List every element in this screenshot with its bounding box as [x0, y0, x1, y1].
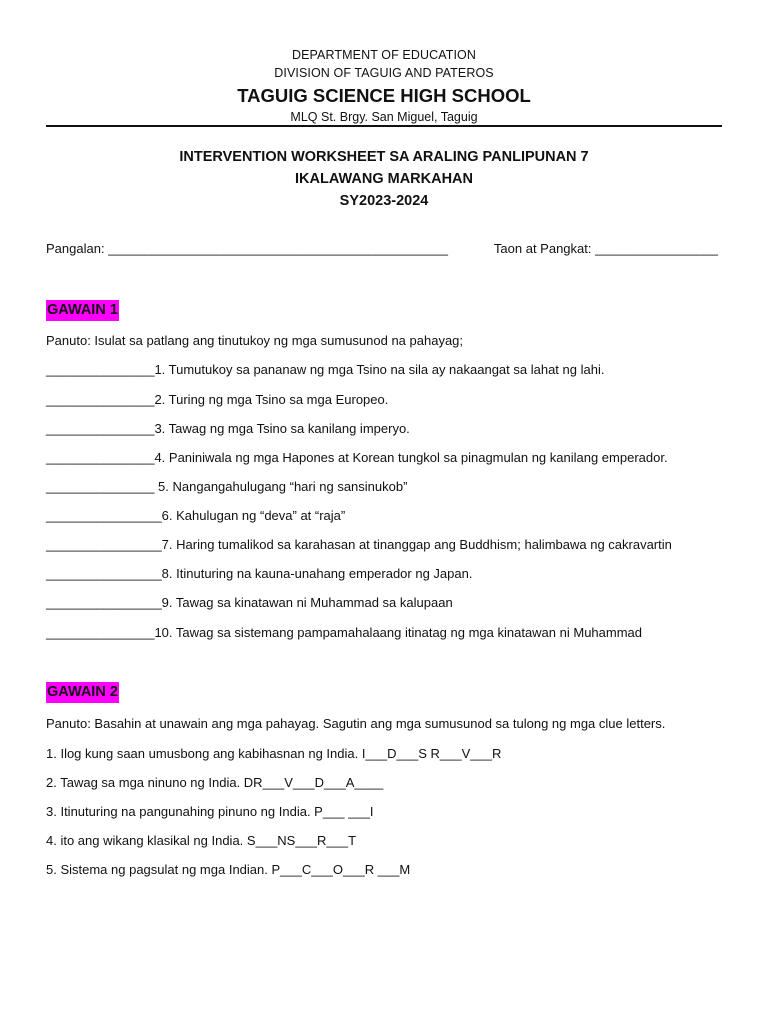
student-info-row	[46, 241, 722, 259]
gawain-1-item[interactable]: ________________7. Haring tumalikod sa karahasan at tinanggap ang Buddhism; halimbawa ng cakravartin	[46, 537, 672, 552]
gawain-1-item[interactable]: _______________10. Tawag sa sistemang pampamahalaang itinatag ng mga kinatawan ni Muhammad	[46, 625, 643, 640]
division-line: DIVISION OF TAGUIG AND PATEROS	[274, 66, 494, 80]
gawain-2-heading: GAWAIN 2	[46, 682, 119, 703]
gawain-1-heading: GAWAIN 1	[46, 300, 119, 321]
school-name: TAGUIG SCIENCE HIGH SCHOOL	[237, 85, 531, 106]
name-field[interactable]: Pangalan: _______________________________________________	[46, 241, 448, 256]
gawain-2-item[interactable]: 2. Tawag sa mga ninuno ng India. DR___V___D___A____	[46, 775, 384, 790]
gawain-1-instruction: Panuto: Isulat sa patlang ang tinutukoy ng mga sumusunod na pahayag;	[46, 333, 464, 348]
gawain-2-item[interactable]: 5. Sistema ng pagsulat ng mga Indian. P___C___O___R ___M	[46, 862, 411, 877]
gawain-1-item[interactable]: _______________1. Tumutukoy sa pananaw ng mga Tsino na sila ay nakaangat sa lahat ng lahi.	[46, 362, 605, 377]
gawain-1-item[interactable]: _______________2. Turing ng mga Tsino sa mga Europeo.	[46, 392, 389, 407]
gawain-2-item[interactable]: 4. ito ang wikang klasikal ng India. S___NS___R___T	[46, 833, 357, 848]
school-address: MLQ St. Brgy. San Miguel, Taguig	[290, 110, 478, 124]
department-line: DEPARTMENT OF EDUCATION	[291, 48, 477, 62]
header-divider	[46, 125, 722, 127]
document-header	[0, 46, 768, 125]
gawain-1-item[interactable]: ________________6. Kahulugan ng “deva” at “raja”	[46, 508, 346, 523]
gawain-1-item[interactable]: ________________8. Itinuturing na kauna-unahang emperador ng Japan.	[46, 566, 473, 581]
gawain-2-item[interactable]: 1. Ilog kung saan umusbong ang kabihasnan ng India. I___D___S R___V___R	[46, 746, 502, 761]
title-line-3: SY2023-2024	[339, 193, 429, 209]
title-line-1: INTERVENTION WORKSHEET SA ARALING PANLIPUNAN 7	[179, 149, 589, 165]
title-line-2: IKALAWANG MARKAHAN	[294, 171, 473, 187]
worksheet-title	[0, 146, 768, 212]
gawain-1-item[interactable]: _______________ 5. Nangangahulugang “hari ng sansinukob”	[46, 479, 408, 494]
gawain-1-item[interactable]: _______________3. Tawag ng mga Tsino sa kanilang imperyo.	[46, 421, 410, 436]
gawain-1-item[interactable]: _______________4. Paniniwala ng mga Hapones at Korean tungkol sa pinagmulan ng kanilang emperador.	[46, 450, 668, 465]
gawain-2-instruction: Panuto: Basahin at unawain ang mga pahayag. Sagutin ang mga sumusunod sa tulong ng mga clue letters.	[46, 716, 666, 731]
gawain-1-item[interactable]: ________________9. Tawag sa kinatawan ni Muhammad sa kalupaan	[46, 595, 453, 610]
section-field[interactable]: Taon at Pangkat: _________________	[493, 241, 718, 256]
gawain-2-item[interactable]: 3. Itinuturing na pangunahing pinuno ng India. P___ ___I	[46, 804, 374, 819]
